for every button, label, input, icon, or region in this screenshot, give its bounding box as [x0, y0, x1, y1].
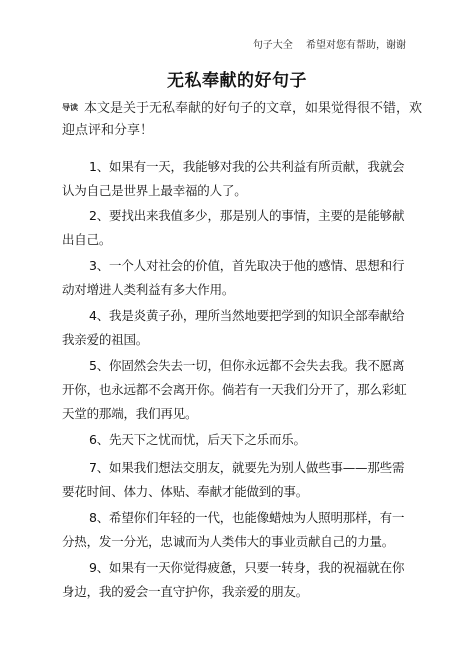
- quote-item-6: 6、先天下之忧而忧，后天下之乐而乐。: [89, 432, 306, 447]
- quote-item-7: 7、如果我们想法交朋友，就要先为别人做些事——那些需要花时间、体力、体贴、奉献才能做到的事。: [62, 460, 405, 499]
- page-header: [253, 36, 406, 51]
- header-tagline: 希望对您有帮助，谢谢: [306, 40, 406, 51]
- quote-item-9: 9、如果有一天你觉得疲惫，只要一转身，我的祝福就在你身边，我的爱会一直守护你，我亲爱的朋友。: [62, 560, 405, 599]
- quote-item-2: 2、要找出来我值多少，那是别人的事情，主要的是能够献出自己。: [62, 208, 405, 247]
- quote-item-4: 4、我是炎黄子孙，理所当然地要把学到的知识全部奉献给我亲爱的祖国。: [62, 308, 405, 347]
- header-site-name: 句子大全: [252, 40, 293, 51]
- quote-item-1: 1、如果有一天，我能够对我的公共利益有所贡献，我就会认为自己是世界上最幸福的人了。: [62, 159, 405, 198]
- intro-paragraph: [62, 97, 422, 142]
- quote-item-5: 5、你固然会失去一切，但你永远都不会失去我。我不愿离开你，也永远都不会离开你。倘若有一天我们分开了，那么彩虹天堂的那端，我们再见。: [62, 358, 407, 421]
- document-title: 无私奉献的好句子: [167, 71, 307, 91]
- intro-label: 导读: [62, 103, 78, 112]
- quote-item-8: 8、希望你们年轻的一代，也能像蜡烛为人照明那样，有一分热，发一分光，忠诚而为人类伟大的事业贡献自己的力量。: [62, 510, 405, 549]
- intro-text: 本文是关于无私奉献的好句子的文章，如果觉得很不错，欢迎点评和分享！: [62, 101, 423, 138]
- quote-item-3: 3、一个人对社会的价值，首先取决于他的感情、思想和行动对增进人类利益有多大作用。: [62, 258, 405, 297]
